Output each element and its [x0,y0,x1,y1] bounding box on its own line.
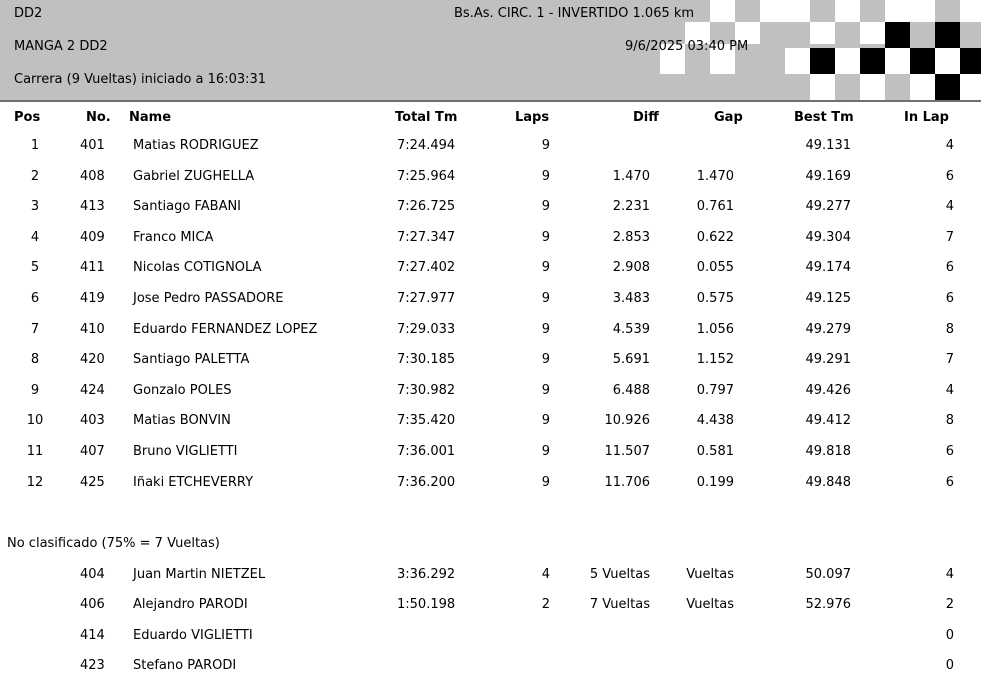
table-row [0,130,981,160]
cell-best-time: 50.097 [805,567,851,582]
col-pos: Pos [14,110,41,125]
cell-in-lap: 8 [945,413,954,429]
cell-in-lap: 6 [945,474,954,490]
cell-no: 401 [80,138,105,153]
cell-name: Matias BONVIN [133,413,231,429]
cell-total-time: 7:24.494 [397,138,456,153]
table-row [0,467,981,497]
cell-no: 408 [80,168,105,184]
table-row [0,620,981,650]
cell-gap: 0.797 [696,382,734,398]
session-title: MANGA 2 DD2 [14,39,108,54]
cell-total-time: 1:50.198 [397,597,456,613]
cell-best-time: 49.131 [805,138,851,153]
cell-diff: 4.539 [612,321,650,337]
cell-in-lap: 4 [945,382,954,398]
cell-pos: 2 [30,168,40,184]
cell-total-time: 7:36.200 [397,474,456,490]
table-row [0,375,981,405]
cell-best-time: 49.304 [805,229,851,245]
table-row [0,283,981,313]
cell-gap: 1.470 [696,168,734,184]
cell-laps: 9 [541,199,550,215]
table-row [0,344,981,374]
cell-gap: 1.152 [696,352,734,368]
cell-no: 419 [80,291,105,306]
cell-gap: Vueltas [686,567,734,582]
cell-total-time: 7:25.964 [397,168,456,184]
cell-pos: 9 [30,382,40,398]
cell-name: Iñaki ETCHEVERRY [133,474,254,490]
cell-best-time: 49.412 [805,413,851,429]
cell-no: 407 [80,444,105,459]
cell-in-lap: 4 [945,567,954,582]
cell-pos: 10 [26,413,44,429]
cell-no: 420 [80,352,105,368]
cell-no: 413 [80,199,105,215]
cell-no: 404 [80,567,105,582]
cell-laps: 9 [541,229,550,245]
cell-diff: 5 Vueltas [589,567,650,582]
cell-best-time: 49.426 [805,382,851,398]
cell-name: Nicolas COTIGNOLA [133,260,262,276]
cell-name: Bruno VIGLIETTI [133,444,238,459]
cell-diff: 2.908 [612,260,650,276]
cell-no: 409 [80,229,105,245]
cell-pos: 3 [30,199,40,215]
report-header [0,0,981,102]
cell-name: Jose Pedro PASSADORE [133,291,284,306]
cell-diff: 6.488 [612,382,650,398]
cell-diff: 11.706 [604,474,650,490]
cell-in-lap: 7 [945,229,954,245]
cell-no: 425 [80,474,105,490]
cell-laps: 9 [541,474,550,490]
cell-pos: 7 [30,321,40,337]
cell-no: 424 [80,382,105,398]
cell-total-time: 7:27.347 [397,229,456,245]
cell-name: Gabriel ZUGHELLA [133,168,255,184]
cell-pos: 12 [26,474,44,490]
cell-in-lap: 6 [945,168,954,184]
table-row [0,436,981,466]
cell-name: Eduardo FERNANDEZ LOPEZ [133,321,318,337]
table-row [0,559,981,589]
cell-diff: 10.926 [604,413,650,429]
cell-name: Stefano PARODI [133,658,237,674]
cell-in-lap: 0 [945,627,954,643]
cell-in-lap: 6 [945,291,954,306]
cell-gap: 0.581 [696,444,734,459]
cell-in-lap: 6 [945,260,954,276]
table-row [0,222,981,252]
cell-no: 410 [80,321,105,337]
cell-best-time: 49.279 [805,321,851,337]
cell-laps: 2 [541,597,550,613]
cell-total-time: 3:36.292 [397,567,456,582]
cell-pos: 8 [30,352,40,368]
cell-laps: 9 [541,352,550,368]
table-row [0,650,981,680]
cell-best-time: 49.169 [805,168,851,184]
cell-name: Eduardo VIGLIETTI [133,627,253,643]
cell-in-lap: 4 [945,138,954,153]
table-row [0,405,981,435]
race-info: Carrera (9 Vueltas) iniciado a 16:03:31 [14,72,267,87]
cell-laps: 9 [541,260,550,276]
cell-diff: 5.691 [612,352,650,368]
cell-name: Juan Martin NIETZEL [133,567,266,582]
cell-laps: 9 [541,291,550,306]
cell-in-lap: 6 [945,444,954,459]
cell-diff: 1.470 [612,168,650,184]
cell-pos: 4 [30,229,40,245]
table-row [0,191,981,221]
col-in-lap: In Lap [904,110,949,125]
cell-total-time: 7:30.982 [397,382,456,398]
col-diff: Diff [633,110,659,125]
cell-gap: 4.438 [696,413,734,429]
cell-name: Gonzalo POLES [133,382,232,398]
cell-best-time: 49.277 [805,199,851,215]
cell-gap: 0.761 [696,199,734,215]
cell-total-time: 7:36.001 [397,444,456,459]
cell-name: Santiago FABANI [133,199,242,215]
cell-pos: 6 [30,291,40,306]
cell-gap: 0.575 [696,291,734,306]
column-headers [0,103,981,131]
cell-gap: 0.622 [696,229,734,245]
cell-diff: 3.483 [612,291,650,306]
cell-total-time: 7:27.402 [397,260,456,276]
col-name: Name [129,110,172,125]
cell-best-time: 49.174 [805,260,851,276]
cell-best-time: 49.818 [805,444,851,459]
cell-gap: 1.056 [696,321,734,337]
cell-diff: 2.231 [612,199,650,215]
cell-in-lap: 0 [945,658,954,674]
cell-gap: 0.055 [696,260,734,276]
cell-laps: 9 [541,321,550,337]
cell-diff: 2.853 [612,229,650,245]
class-name: DD2 [14,6,43,21]
cell-laps: 9 [541,138,550,153]
cell-laps: 9 [541,168,550,184]
cell-total-time: 7:27.977 [397,291,456,306]
cell-no: 403 [80,413,105,429]
cell-total-time: 7:26.725 [397,199,456,215]
cell-in-lap: 2 [945,597,954,613]
cell-laps: 4 [541,567,550,582]
cell-laps: 9 [541,413,550,429]
report-datetime: 9/6/2025 03:40 PM [625,39,749,54]
cell-no: 411 [80,260,105,276]
cell-pos: 5 [30,260,40,276]
cell-in-lap: 7 [945,352,954,368]
cell-pos: 11 [26,444,44,459]
cell-name: Franco MICA [133,229,214,245]
col-laps: Laps [515,110,550,125]
cell-total-time: 7:30.185 [397,352,456,368]
cell-diff: 11.507 [604,444,650,459]
col-gap: Gap [714,110,743,125]
cell-best-time: 49.125 [805,291,851,306]
table-row [0,589,981,619]
col-total-time: Total Tm [395,110,458,125]
cell-gap: Vueltas [686,597,734,613]
cell-no: 423 [80,658,105,674]
table-row [0,252,981,282]
table-row [0,314,981,344]
cell-gap: 0.199 [696,474,734,490]
col-no: No. [86,110,111,125]
cell-no: 414 [80,627,105,643]
circuit-name: Bs.As. CIRC. 1 - INVERTIDO 1.065 km [454,6,695,21]
cell-name: Alejandro PARODI [133,597,248,613]
cell-best-time: 49.291 [805,352,851,368]
cell-total-time: 7:29.033 [397,321,456,337]
cell-best-time: 52.976 [805,597,851,613]
not-classified-title: No clasificado (75% = 7 Vueltas) [7,536,220,551]
cell-total-time: 7:35.420 [397,413,456,429]
cell-laps: 9 [541,444,550,459]
cell-no: 406 [80,597,105,613]
cell-in-lap: 8 [945,321,954,337]
cell-best-time: 49.848 [805,474,851,490]
col-best-time: Best Tm [794,110,854,125]
cell-in-lap: 4 [945,199,954,215]
cell-pos: 1 [30,138,40,153]
cell-name: Matias RODRIGUEZ [133,138,259,153]
cell-diff: 7 Vueltas [589,597,650,613]
cell-name: Santiago PALETTA [133,352,250,368]
cell-laps: 9 [541,382,550,398]
table-row [0,161,981,191]
